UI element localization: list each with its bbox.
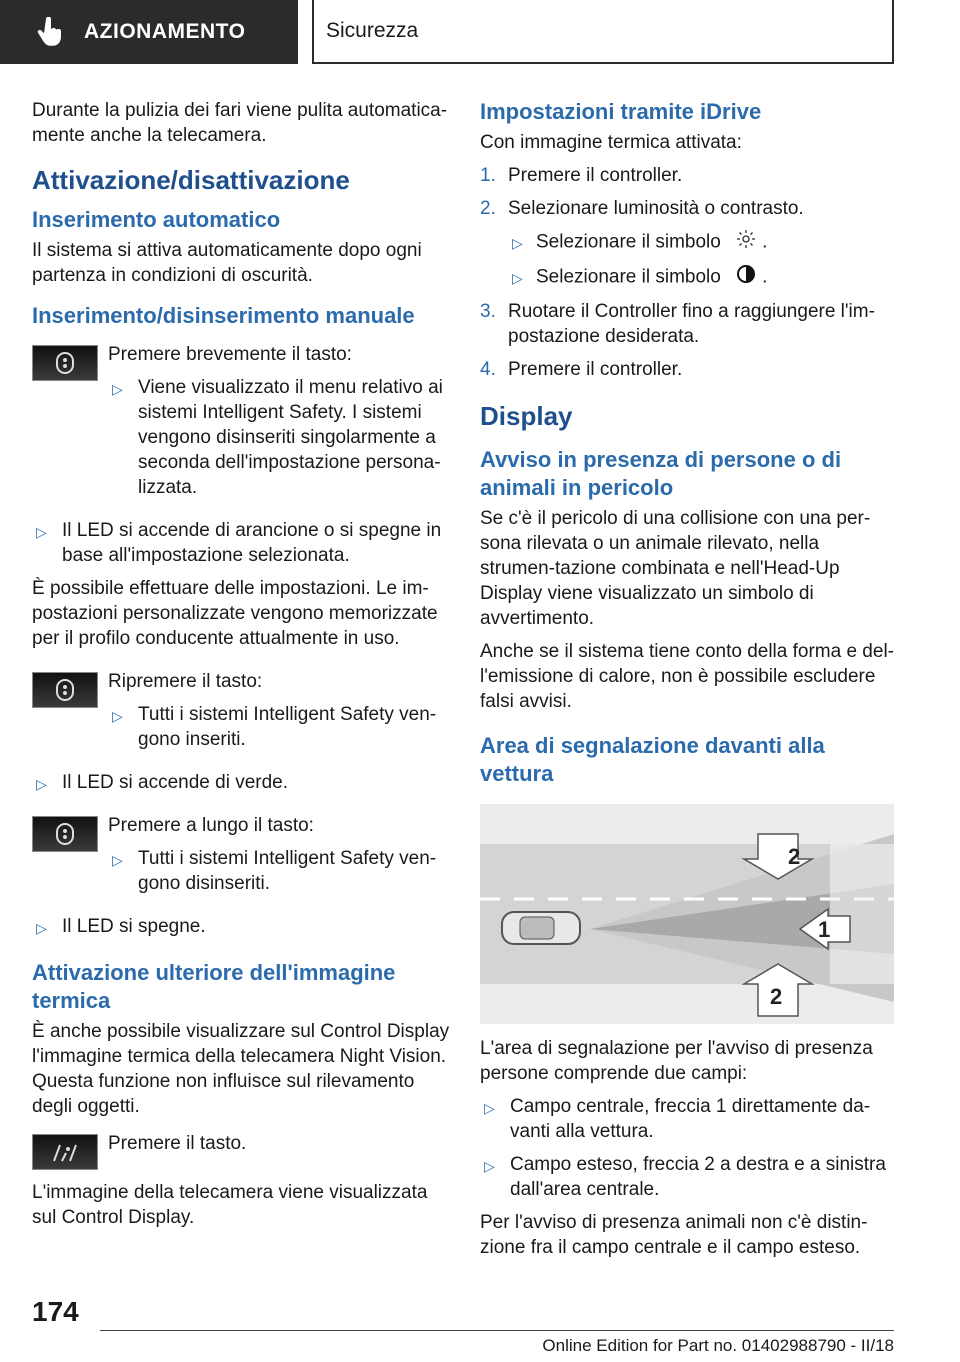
area-end: Per l'avviso di presenza animali non c'è distin-zione fra il campo centrale e il campo esteso.: [480, 1212, 868, 1258]
intro-text: Durante la pulizia dei fari viene pulita automatica-mente anche la telecamera.: [32, 100, 448, 146]
triangle-bullet-icon: ▷: [484, 1100, 495, 1116]
edition-text: Online Edition for Part no. 01402988790 - II/18: [542, 1336, 894, 1355]
thermal-text: È anche possibile visualizzare sul Control Display l'immagine termica della telecamera Night Vision. Questa funzione non influisce sul rilevamento degli oggetti.: [32, 1021, 450, 1117]
section-tab: [312, 0, 894, 64]
list-item: ▷ Tutti i sistemi Intelligent Safety ven-gono inseriti.: [112, 704, 437, 750]
car-icon: [502, 912, 580, 944]
press-key-text: Premere il tasto.: [108, 1133, 247, 1154]
footer-divider: [100, 1330, 894, 1331]
list-item: ▷ Selezionare il simbolo .: [508, 264, 894, 291]
press-long-block: [32, 813, 450, 904]
right-column: [480, 98, 894, 1268]
heading-thermal: Attivazione ulteriore dell'immagine termica: [32, 960, 396, 1013]
diagram-label-bottom: 2: [770, 984, 783, 1009]
triangle-bullet-icon: ▷: [512, 235, 523, 251]
warning-text-2: Anche se il sistema tiene conto della forma e del-l'emissione di calore, non è possibile escludere falsi avvisi.: [480, 641, 894, 712]
idrive-intro: Con immagine termica attivata:: [480, 132, 742, 153]
safety-button-icon: [32, 345, 98, 381]
list-item: ▷ Il LED si accende di verde.: [32, 770, 450, 795]
list-item: 1. Premere il controller.: [480, 165, 683, 186]
hand-pointer-icon: [36, 12, 76, 52]
manual-press-block: [32, 342, 450, 508]
press-short-text: Premere brevemente il tasto:: [108, 344, 352, 365]
shown-text: L'immagine della telecamera viene visualizzata sul Control Display.: [32, 1182, 428, 1228]
settings-text: È possibile effettuare delle impostazioni. Le im-postazioni personalizzate vengono memorizzate per il profilo conducente attualmente in uso.: [32, 578, 438, 649]
diagram-label-top: 2: [788, 844, 801, 869]
list-item: ▷ Campo esteso, freccia 2 a destra e a sinistra dall'area centrale.: [484, 1154, 886, 1200]
auto-text: Il sistema si attiva automaticamente dopo ogni partenza in condizioni di oscurità.: [32, 240, 422, 286]
chapter-tab: [0, 0, 298, 64]
triangle-bullet-icon: ▷: [112, 852, 123, 868]
page-header: [0, 0, 960, 66]
press-again-text: Ripremere il tasto:: [108, 671, 263, 692]
chapter-title: AZIONAMENTO: [84, 20, 246, 43]
heading-auto: Inserimento automatico: [32, 207, 281, 232]
heading-activation: Attivazione/disattivazione: [32, 165, 350, 195]
safety-button-icon: [32, 672, 98, 708]
list-item: 2. Selezionare luminosità o contrasto. ▷ Selezionare il simbolo . ▷ Selezionare il simbolo .: [480, 196, 894, 291]
press-long-text: Premere a lungo il tasto:: [108, 815, 314, 836]
heading-area: Area di segnalazione davanti alla vettura: [480, 733, 825, 786]
safety-button-icon: [32, 816, 98, 852]
list-item: 4. Premere il controller.: [480, 359, 683, 380]
warning-area-diagram: [480, 804, 894, 1024]
triangle-bullet-icon: ▷: [512, 270, 523, 286]
triangle-bullet-icon: ▷: [36, 920, 47, 936]
press-key-block: [32, 1131, 450, 1170]
area-intro: L'area di segnalazione per l'avviso di presenza persone comprende due campi:: [480, 1038, 873, 1084]
contrast-icon: [736, 264, 756, 291]
heading-display: Display: [480, 401, 573, 431]
night-vision-button-icon: [32, 1134, 98, 1170]
section-title: Sicurezza: [326, 19, 419, 42]
list-item: ▷ Selezionare il simbolo .: [508, 229, 894, 256]
brightness-icon: [736, 229, 756, 256]
list-item: ▷ Viene visualizzato il menu relativo ai sistemi Intelligent Safety. I sistemi vengono disinseriti singolarmente a seconda dell'impostazione persona-lizzata.: [112, 377, 443, 498]
steps-list: [480, 163, 894, 382]
heading-manual: Inserimento/disinserimento manuale: [32, 303, 415, 328]
triangle-bullet-icon: ▷: [112, 381, 123, 397]
list-item: ▷ Il LED si accende di arancione o si spegne in base all'impostazione selezionata.: [36, 520, 442, 566]
list-item: ▷ Il LED si spegne.: [32, 914, 450, 939]
heading-warning: Avviso in presenza di persone o di animali in pericolo: [480, 447, 842, 500]
triangle-bullet-icon: ▷: [36, 776, 47, 792]
list-item: 3. Ruotare il Controller fino a raggiungere l'im-postazione desiderata.: [480, 301, 875, 347]
triangle-bullet-icon: ▷: [484, 1158, 495, 1174]
triangle-bullet-icon: ▷: [112, 708, 123, 724]
list-item: ▷ Tutti i sistemi Intelligent Safety ven-gono disinseriti.: [112, 848, 437, 894]
diagram-label-middle: 1: [818, 917, 831, 942]
warning-text-1: Se c'è il pericolo di una collisione con una per-sona rilevata o un animale rilevato, nella strumen-tazione combinata e nell'Head-Up Display viene visualizzato un simbolo di avvertimento.: [480, 508, 871, 629]
list-item: ▷ Campo centrale, freccia 1 direttamente da-vanti alla vettura.: [484, 1096, 871, 1142]
heading-idrive: Impostazioni tramite iDrive: [480, 99, 762, 124]
triangle-bullet-icon: ▷: [36, 524, 47, 540]
press-again-block: [32, 669, 450, 760]
page-number: 174: [32, 1296, 79, 1327]
left-column: [32, 98, 450, 1238]
